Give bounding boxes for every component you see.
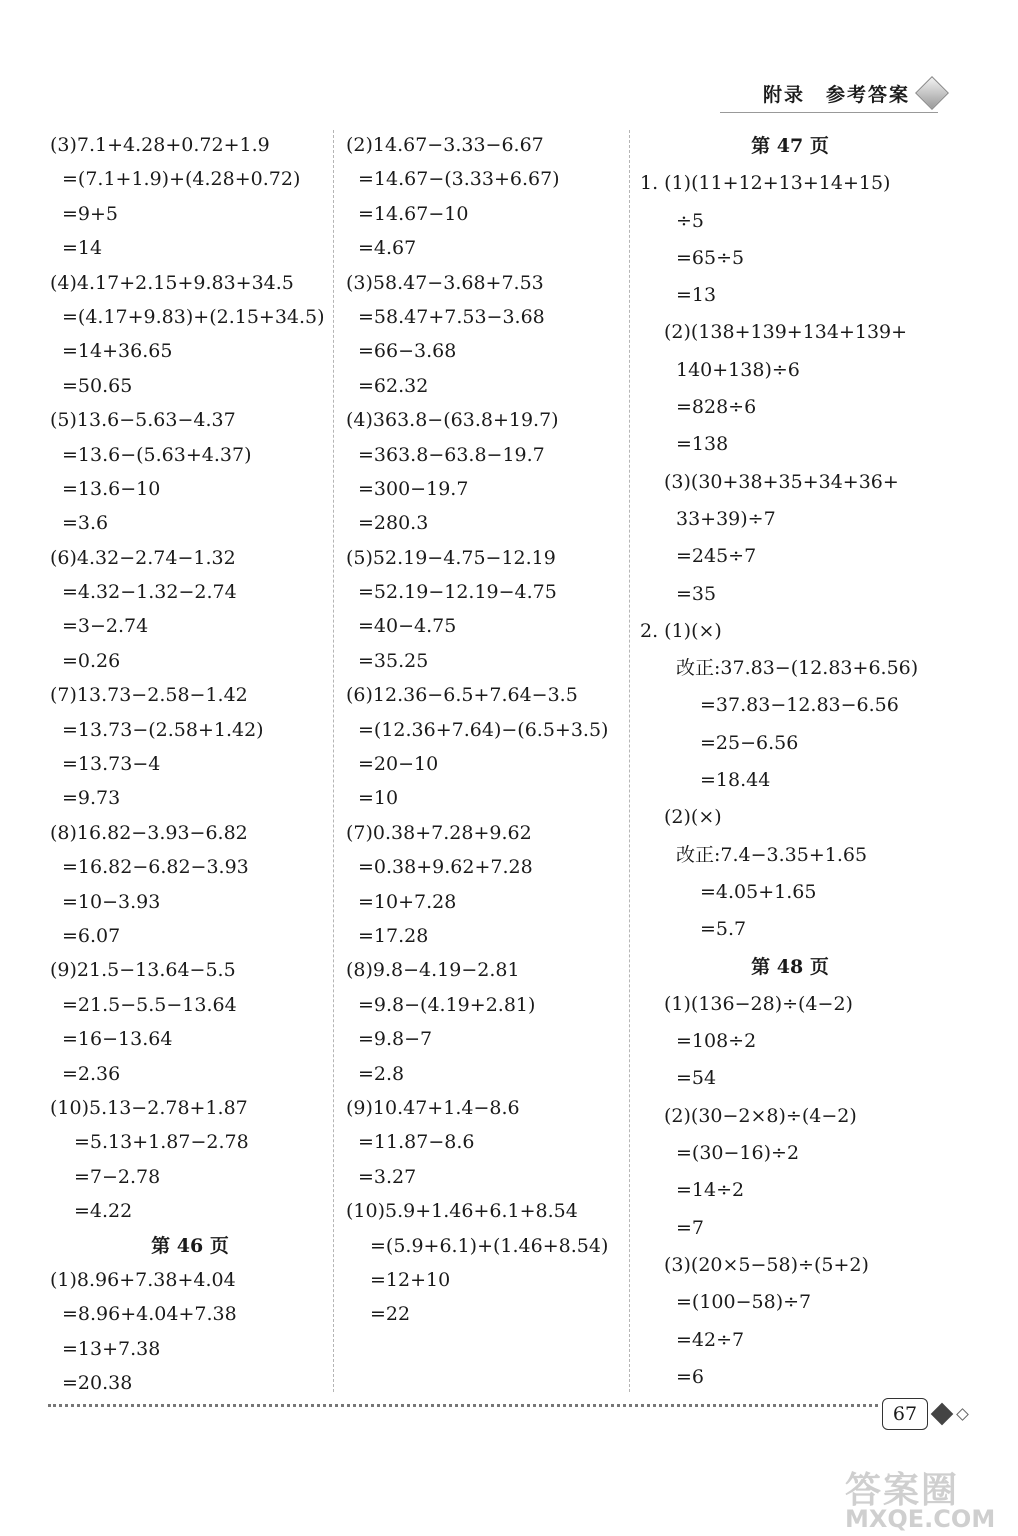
answer-line: (4)363.8−(63.8+19.7) — [346, 409, 559, 432]
answer-line: =20.38 — [62, 1372, 133, 1395]
answer-line: 140+138)÷6 — [676, 358, 800, 381]
answer-line: =(4.17+9.83)+(2.15+34.5) — [62, 305, 325, 328]
answer-line: (5)52.19−4.75−12.19 — [346, 546, 556, 569]
answer-line: =3.6 — [62, 512, 109, 535]
answer-line: =13+7.38 — [62, 1337, 161, 1360]
page-heading: 第 48 页 — [751, 955, 829, 978]
answer-line: =4.22 — [74, 1200, 133, 1223]
answer-line: =10−3.93 — [62, 890, 161, 913]
answer-line: =9.73 — [62, 787, 121, 810]
answer-line: =9+5 — [62, 202, 119, 225]
answer-line: 1. (1)(11+12+13+14+15) — [640, 172, 891, 195]
page-heading: 第 47 页 — [751, 135, 829, 157]
answer-line: (9)21.5−13.64−5.5 — [50, 959, 236, 982]
answer-line: =11.87−8.6 — [358, 1131, 475, 1154]
answer-line: =6 — [676, 1365, 705, 1388]
page-header — [763, 78, 944, 108]
answer-line: =4.05+1.65 — [700, 880, 817, 903]
answer-line: =108÷2 — [676, 1030, 757, 1053]
answer-line: (2)(30−2×8)÷(4−2) — [664, 1104, 857, 1127]
answer-line: (2)14.67−3.33−6.67 — [346, 134, 544, 156]
watermark-top: 答案圈 — [845, 1469, 960, 1511]
answer-line: =13.6−10 — [62, 477, 161, 500]
answer-line: =14+36.65 — [62, 340, 173, 363]
column-divider-1 — [333, 130, 334, 1392]
answer-line: =14÷2 — [676, 1179, 745, 1202]
page-number: 67 — [882, 1398, 928, 1430]
answer-line: =14.67−(3.33+6.67) — [358, 168, 560, 191]
answer-line: (3)(30+38+35+34+36+ — [664, 470, 899, 493]
answer-line: =52.19−12.19−4.75 — [358, 581, 557, 604]
answer-line: =0.38+9.62+7.28 — [358, 856, 533, 879]
header-title: 附录 参考答案 — [762, 83, 910, 106]
answer-line: (6)4.32−2.74−1.32 — [50, 546, 236, 569]
answer-line: =13 — [676, 284, 717, 307]
answer-line: =2.36 — [62, 1062, 121, 1085]
answer-line: (3)58.47−3.68+7.53 — [346, 271, 544, 294]
small-diamond-icon — [956, 1408, 969, 1421]
answer-line: =(7.1+1.9)+(4.28+0.72) — [62, 168, 301, 191]
answer-column-2 — [346, 128, 626, 1332]
answer-line: =14.67−10 — [358, 202, 469, 225]
answer-line: =40−4.75 — [358, 615, 457, 638]
answer-line: =18.44 — [700, 769, 771, 792]
answer-line: (4)4.17+2.15+9.83+34.5 — [50, 271, 294, 294]
diamond-icon — [915, 76, 949, 110]
answer-line: =66−3.68 — [358, 340, 457, 363]
footer-dotted-rule — [48, 1404, 878, 1407]
answer-line: =3.27 — [358, 1165, 417, 1188]
answer-line: =22 — [370, 1303, 411, 1326]
answer-line: =10+7.28 — [358, 890, 457, 913]
answer-line: (1)(136−28)÷(4−2) — [664, 992, 853, 1015]
answer-line: (9)10.47+1.4−8.6 — [346, 1096, 520, 1119]
answer-line: =300−19.7 — [358, 477, 469, 500]
answer-line: (8)16.82−3.93−6.82 — [50, 821, 248, 844]
answer-line: (1)8.96+7.38+4.04 — [50, 1268, 236, 1291]
answer-line: =138 — [676, 433, 729, 456]
answer-line: =13.6−(5.63+4.37) — [62, 443, 252, 466]
answer-line: =363.8−63.8−19.7 — [358, 443, 545, 466]
answer-line: (7)13.73−2.58−1.42 — [50, 684, 248, 707]
answer-line: (5)13.6−5.63−4.37 — [50, 409, 236, 432]
answer-line: =7−2.78 — [74, 1165, 161, 1188]
diamond-icon — [931, 1403, 954, 1426]
answer-line: =35.25 — [358, 649, 429, 672]
answer-line: 2. (1)(×) — [640, 619, 722, 642]
answer-line: =245÷7 — [676, 545, 757, 568]
answer-line: =4.32−1.32−2.74 — [62, 581, 237, 604]
page-number-badge — [882, 1398, 967, 1430]
answer-line: =37.83−12.83−6.56 — [700, 694, 899, 717]
answer-line: =9.8−7 — [358, 1028, 433, 1051]
answer-line: =10 — [358, 787, 399, 810]
answer-line: =50.65 — [62, 374, 133, 397]
answer-line: (7)0.38+7.28+9.62 — [346, 821, 532, 844]
answer-line: =7 — [676, 1216, 705, 1239]
answer-line: =20−10 — [358, 753, 439, 776]
answer-line: =0.26 — [62, 649, 121, 672]
answer-line: =9.8−(4.19+2.81) — [358, 993, 536, 1016]
column-divider-2 — [629, 130, 630, 1392]
answer-line: =3−2.74 — [62, 615, 149, 638]
watermark-bottom: MXQE.COM — [845, 1505, 996, 1533]
answer-line: ÷5 — [676, 209, 705, 232]
answer-line: 33+39)÷7 — [676, 507, 776, 530]
answer-line: (3)7.1+4.28+0.72+1.9 — [50, 134, 270, 156]
answer-line: =13.73−4 — [62, 753, 161, 776]
answer-line: =4.67 — [358, 237, 417, 260]
answer-line: (2)(×) — [664, 806, 722, 829]
answer-line: =58.47+7.53−3.68 — [358, 305, 545, 328]
watermark-logo — [845, 1462, 1005, 1532]
answer-line: =5.7 — [700, 918, 747, 941]
answer-line: =12+10 — [370, 1268, 451, 1291]
answer-column-3 — [640, 128, 940, 1396]
answer-line: =280.3 — [358, 512, 429, 535]
header-rule — [720, 112, 938, 113]
answer-line: =65÷5 — [676, 246, 745, 269]
answer-line: 改正:37.83−(12.83+6.56) — [676, 657, 919, 680]
answer-line: =21.5−5.5−13.64 — [62, 993, 237, 1016]
answer-line: =6.07 — [62, 924, 121, 947]
answer-line: (10)5.13−2.78+1.87 — [50, 1096, 248, 1119]
answer-line: =13.73−(2.58+1.42) — [62, 718, 264, 741]
answer-line: (10)5.9+1.46+6.1+8.54 — [346, 1200, 578, 1223]
answer-line: (8)9.8−4.19−2.81 — [346, 959, 520, 982]
answer-line: 改正:7.4−3.35+1.65 — [676, 843, 868, 866]
answer-line: =14 — [62, 237, 103, 260]
answer-line: =2.8 — [358, 1062, 405, 1085]
answer-line: =(5.9+6.1)+(1.46+8.54) — [370, 1234, 609, 1257]
answer-line: (3)(20×5−58)÷(5+2) — [664, 1253, 869, 1276]
answer-line: =828÷6 — [676, 396, 757, 419]
answer-line: =8.96+4.04+7.38 — [62, 1303, 237, 1326]
answer-line: (6)12.36−6.5+7.64−3.5 — [346, 684, 578, 707]
answer-column-1 — [50, 128, 330, 1400]
answer-line: =25−6.56 — [700, 731, 799, 754]
answer-line: =17.28 — [358, 924, 429, 947]
answer-line: =(12.36+7.64)−(6.5+3.5) — [358, 718, 609, 741]
answer-line: =54 — [676, 1067, 717, 1090]
page-heading: 第 46 页 — [151, 1234, 229, 1257]
answer-line: =62.32 — [358, 374, 429, 397]
answer-line: (2)(138+139+134+139+ — [664, 321, 908, 344]
answer-line: =42÷7 — [676, 1328, 745, 1351]
answer-line: =35 — [676, 582, 717, 605]
answer-line: =5.13+1.87−2.78 — [74, 1131, 249, 1154]
answer-line: =(100−58)÷7 — [676, 1291, 812, 1314]
answer-line: =(30−16)÷2 — [676, 1142, 800, 1165]
answer-line: =16−13.64 — [62, 1028, 173, 1051]
answer-line: =16.82−6.82−3.93 — [62, 856, 249, 879]
